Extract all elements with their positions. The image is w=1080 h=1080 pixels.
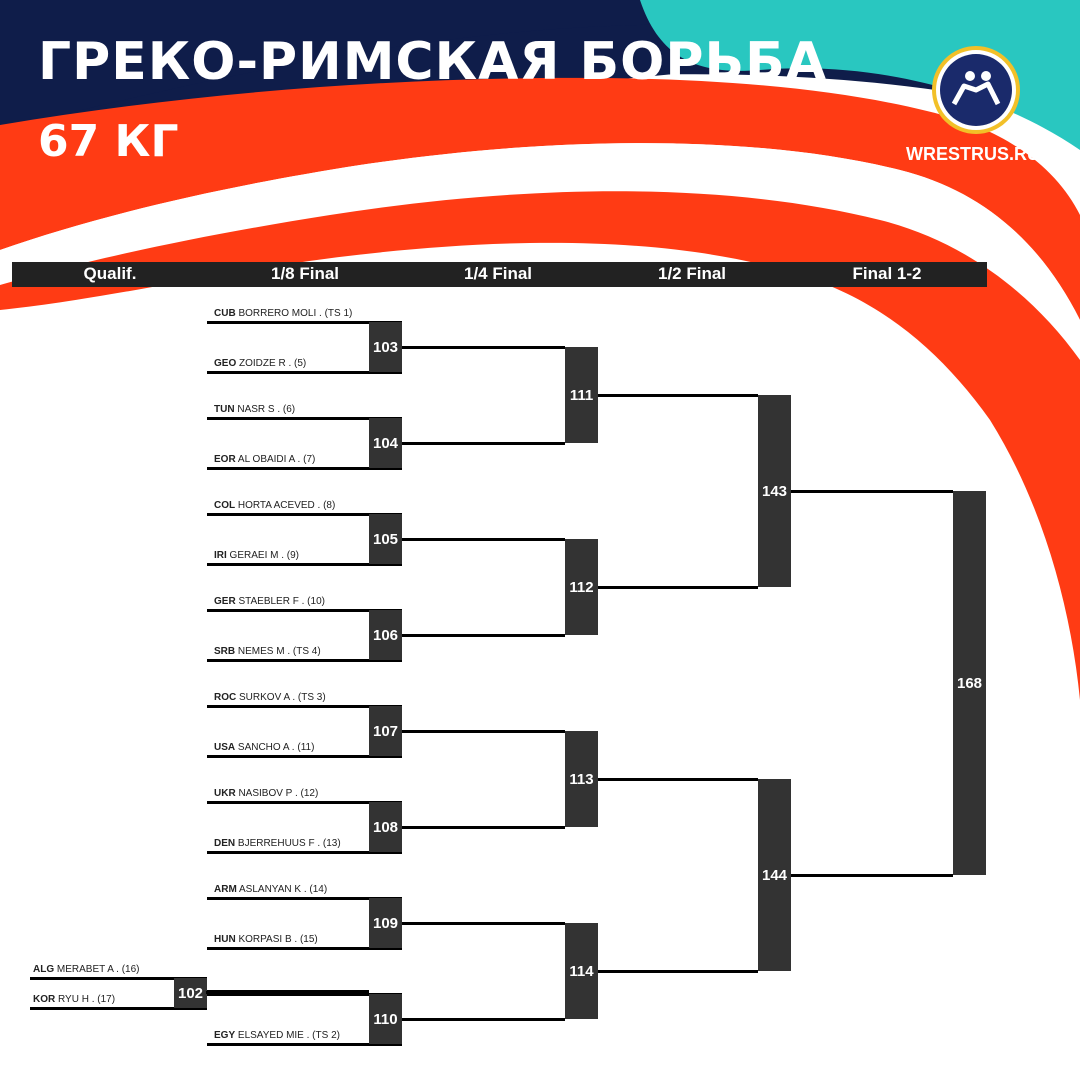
weight-class: 67 КГ <box>38 116 179 167</box>
competitor-label <box>214 358 306 370</box>
bracket-line <box>402 346 565 349</box>
competitor-label <box>214 838 341 850</box>
bout-number: 103 <box>369 322 402 372</box>
competitor-name: KORPASI B . (15) <box>235 934 318 945</box>
competitor-name: RYU H . (17) <box>55 994 116 1005</box>
bracket-line <box>598 778 758 781</box>
bout-number: 110 <box>369 994 402 1044</box>
bracket-line <box>598 970 758 973</box>
bout-number: 104 <box>369 418 402 468</box>
competitor-label <box>214 646 321 658</box>
competitor-name: GERAEI M . (9) <box>226 550 300 561</box>
country-code: ALG <box>33 964 55 975</box>
competitor-label <box>214 742 314 754</box>
competitor-name: SANCHO A . (11) <box>235 742 315 753</box>
bracket-line <box>207 990 369 993</box>
competitor-label <box>214 550 299 562</box>
competitor-name: NEMES M . (TS 4) <box>235 646 321 657</box>
page-title: ГРЕКО-РИМСКАЯ БОРЬБА <box>38 32 827 92</box>
competitor-name: SURKOV A . (TS 3) <box>236 692 326 703</box>
country-code: EOR <box>214 454 236 465</box>
competitor-label <box>214 404 295 416</box>
bout-number: 144 <box>758 779 791 971</box>
competitor-label <box>214 884 327 896</box>
bracket-line <box>206 991 209 994</box>
competitor-label <box>214 500 335 512</box>
competitor-label <box>33 994 115 1006</box>
competitor-name: BORRERO MOLI . (TS 1) <box>235 308 353 319</box>
bracket-line <box>402 826 565 829</box>
bout-number: 112 <box>565 539 598 635</box>
round-header: 1/2 Final <box>657 264 727 283</box>
bracket-line <box>598 586 758 589</box>
country-code: COL <box>214 500 236 511</box>
competitor-name: BJERREHUUS F . (13) <box>235 838 341 849</box>
bout-number: 102 <box>174 978 207 1008</box>
bout-number: 113 <box>565 731 598 827</box>
bracket-line <box>402 442 565 445</box>
competitor-name: NASIBOV P . (12) <box>235 788 319 799</box>
bout-number: 143 <box>758 395 791 587</box>
country-code: IRI <box>214 550 227 561</box>
country-code: UKR <box>214 788 236 799</box>
round-header: Qualif. <box>83 264 137 283</box>
bout-number: 109 <box>369 898 402 948</box>
country-code: USA <box>214 742 236 753</box>
bout-number: 105 <box>369 514 402 564</box>
country-code: EGY <box>214 1030 236 1041</box>
country-code: GEO <box>214 358 237 369</box>
bracket-line <box>402 1018 565 1021</box>
competitor-label <box>214 692 326 704</box>
competitor-label <box>214 308 352 320</box>
country-code: ROC <box>214 692 237 703</box>
bracket-line <box>402 634 565 637</box>
bout-number: 168 <box>953 491 986 875</box>
competitor-name: MERABET A . (16) <box>54 964 140 975</box>
bracket-line <box>791 490 953 493</box>
round-header: Final 1-2 <box>852 264 922 283</box>
competitor-label <box>214 934 318 946</box>
country-code: SRB <box>214 646 236 657</box>
competitor-name: STAEBLER F . (10) <box>235 596 325 607</box>
competitor-label <box>214 788 318 800</box>
competitor-name: NASR S . (6) <box>234 404 296 415</box>
country-code: GER <box>214 596 236 607</box>
bout-number: 108 <box>369 802 402 852</box>
country-code: ARM <box>214 884 237 895</box>
bout-number: 111 <box>565 347 598 443</box>
competitor-name: ELSAYED MIE . (TS 2) <box>235 1030 340 1041</box>
wrestlers-logo-icon <box>932 46 1020 134</box>
bracket-line <box>402 538 565 541</box>
country-code: TUN <box>214 404 235 415</box>
competitor-label <box>214 596 325 608</box>
bout-number: 114 <box>565 923 598 1019</box>
round-header: 1/8 Final <box>270 264 340 283</box>
country-code: HUN <box>214 934 236 945</box>
bout-number: 106 <box>369 610 402 660</box>
competitor-name: HORTA ACEVED . (8) <box>235 500 336 511</box>
competitor-name: AL OBAIDI A . (7) <box>235 454 316 465</box>
country-code: KOR <box>33 994 56 1005</box>
bracket-line <box>402 730 565 733</box>
bracket-line <box>598 394 758 397</box>
bracket-line <box>791 874 953 877</box>
country-code: CUB <box>214 308 236 319</box>
competitor-name: ASLANYAN K . (14) <box>236 884 328 895</box>
bout-number: 107 <box>369 706 402 756</box>
bracket-line <box>402 922 565 925</box>
site-name: WRESTRUS.RU <box>906 144 1040 164</box>
competitor-label <box>214 1030 340 1042</box>
country-code: DEN <box>214 838 236 849</box>
competitor-label <box>214 454 315 466</box>
competitor-name: ZOIDZE R . (5) <box>236 358 307 369</box>
round-header: 1/4 Final <box>463 264 533 283</box>
competitor-label <box>33 964 140 976</box>
